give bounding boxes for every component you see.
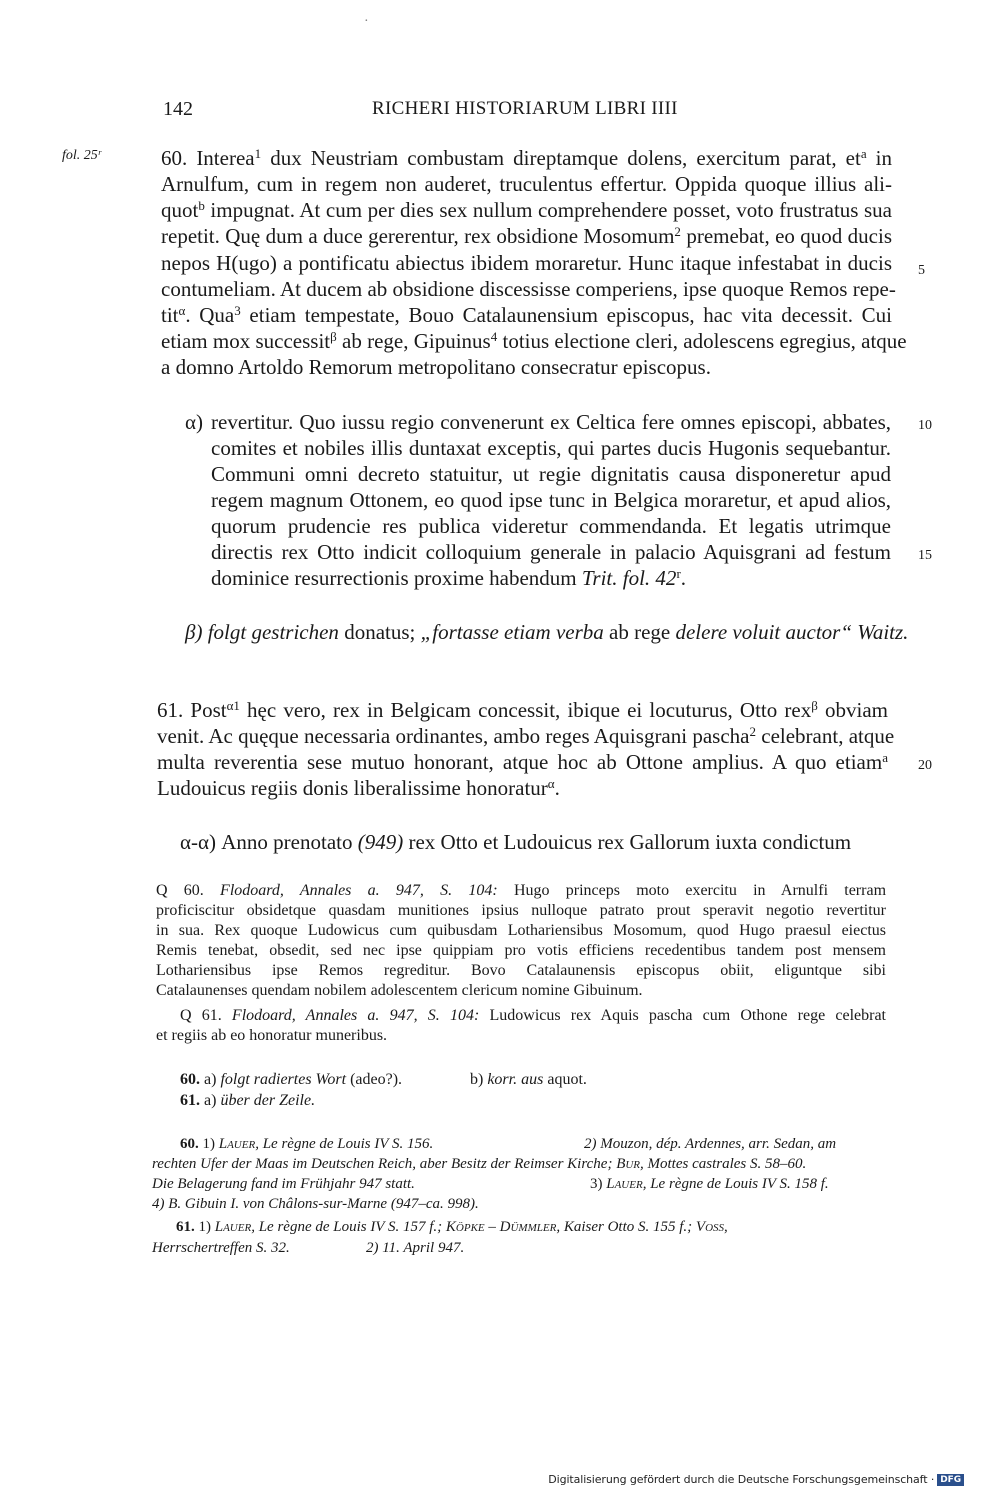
apparatus-line: 61. a) über der Zeile. [180, 1092, 316, 1109]
page-number: 142 [163, 98, 193, 120]
running-title: RICHERI HISTORIARUM LIBRI IIII [372, 98, 678, 119]
variant-alpha-alpha: α-α) Anno prenotato (949) rex Otto et Ludouicus rex Gallorum iuxta condictum [180, 830, 852, 854]
scan-mark: · [364, 14, 369, 29]
note-line: Die Belagerung fand im Frühjahr 947 statt. [152, 1176, 415, 1192]
source-line: Q 61. Flodoard, Annales a. 947, S. 104: Ludowicus rex Aquis pascha cum Othone rege celebrat [180, 1007, 887, 1024]
footer-text: Digitalisierung gefördert durch die Deutsche Forschungsgemeinschaft · [548, 1473, 935, 1486]
note-line: 2) 11. April 947. [366, 1240, 465, 1256]
text-line: 61. Post$^{\alpha 1}$ hęc vero, rex in Belgicam concessit, ibique ei locuturus, Otto rex$^\beta$ obviam [157, 697, 888, 722]
text-line: venit. Ac quęque necessaria ordinantes, ambo reges Aquisgrani pascha$^2$ celebrant, atque [157, 723, 895, 748]
text-line: repetit. Quę dum a duce gererentur, rex obsidione Mosomum$^2$ premebat, eo quod ducis [161, 223, 892, 248]
folio-margin-note: fol. 25ʳ [62, 148, 101, 163]
note-line: rechten Ufer der Maas im Deutschen Reich, aber Besitz der Reimser Kirche; Bur, Mottes castrales S. 58–60. [152, 1156, 807, 1172]
text-line: nepos H(ugo) a pontificatu abiectus ibidem moraretur. Hunc itaque infestabat in ducis [161, 251, 892, 275]
dfg-logo: DFG [937, 1474, 964, 1486]
line-number: 5 [918, 263, 925, 278]
text-line: quot$^b$ impugnat. At cum per dies sex nullum comprehendere posset, voto frustratus sua [161, 197, 892, 222]
text-line: etiam mox successit$^\beta$ ab rege, Gipuinus$^4$ totius electione cleri, adolescens egregius, atque [161, 328, 907, 353]
line-number: 10 [918, 418, 932, 433]
note-line: 2) Mouzon, dép. Ardennes, arr. Sedan, am [584, 1136, 837, 1152]
text-line: a domno Artoldo Remorum metropolitano consecratur episcopus. [161, 355, 711, 379]
text-line: tit$^\alpha$. Qua$^3$ etiam tempestate, Bouo Catalaunensium episcopus, hac vita decessit. Cui [161, 302, 892, 327]
text-line: directis rex Otto indicit colloquium generale in palacio Aquisgrani ad festum [211, 540, 891, 564]
note-line: 61. 1) Lauer, Le règne de Louis IV S. 157 f.; Köpke – Dümmler, Kaiser Otto S. 155 f.; Voss, [176, 1219, 728, 1235]
variant-label: α) [185, 410, 203, 434]
digitization-footer [548, 1473, 964, 1486]
text-line: Ludouicus regiis donis liberalissime honoratur$^\alpha$. [157, 775, 560, 800]
text-line: quorum prudencie res publica videretur commendanda. Et legatis utrimque [211, 514, 891, 538]
note-line: 60. 1) Lauer, Le règne de Louis IV S. 156. [180, 1136, 434, 1152]
source-line: et regiis ab eo honoratur muneribus. [156, 1027, 388, 1044]
source-line: Remis tenebat, obsedit, sed nec ipse quippiam pro votis efficiens recedentibus tandem post mensem [156, 942, 886, 959]
text-line: regem magnum Ottonem, eo quod ipse tunc in Belgica moraretur, et apud alios, [211, 488, 891, 512]
text-line: Communi omni decreto statuitur, ut regie dignitatis causa disponeretur apud [211, 462, 891, 486]
line-number: 20 [918, 758, 932, 773]
apparatus-line: 60. a) folgt radiertes Wort (adeo?). [180, 1071, 403, 1088]
text-line: 60. Interea$^1$ dux Neustriam combustam direptamque dolens, exercitum parat, $et^a$ in [161, 145, 892, 170]
note-line: 4) B. Gibuin I. von Châlons-sur-Marne (947–ca. 998). [152, 1196, 479, 1212]
note-line: Herrschertreffen S. 32. [152, 1240, 290, 1256]
text-line: contumeliam. At ducem ab obsidione discessisse comperiens, ipse quoque Remos repe- [161, 277, 896, 301]
note-line: 3) Lauer, Le règne de Louis IV S. 158 f. [590, 1176, 829, 1192]
source-line: Catalaunenses quendam nobilem adolescentem clericum nomine Gibuinum. [156, 982, 643, 999]
text-line: multa reverentia sese mutuo honorant, atque hoc ab Ottone amplius. A quo etiam$^a$ [157, 749, 888, 774]
text-line: dominice resurrectionis proxime habendum Trit. fol. 42$^r$. [211, 565, 687, 590]
text-line: Arnulfum, cum in regem non auderet, truculentus effertur. Oppida quoque illius ali- [161, 172, 892, 196]
variant-beta: β) folgt gestrichen donatus; „fortasse etiam verba ab rege delere voluit auctor“ Waitz. [185, 620, 909, 644]
text-line: revertitur. Quo iussu regio convenerunt ex Celtica fere omnes episcopi, abbates, [211, 410, 891, 434]
source-line: in sua. Rex quoque Ludowicus cum quibusdam Lothariensibus Mosomum, quod Hugo praesul eiectus [156, 922, 886, 939]
text-line: comites et nobiles illis duntaxat exceptis, qui partes ducis Hugonis sequebantur. [211, 436, 891, 460]
source-line: proficiscitur obsidetque quasdam munitiones ipsius nulloque patrato prout speravit negotio revertitur [156, 902, 886, 919]
source-line: Lothariensibus ipse Remos regreditur. Bovo Catalaunensis episcopus obiit, eliguntque sibi [156, 962, 886, 979]
source-line: Q 60. Flodoard, Annales a. 947, S. 104: Hugo princeps moto exercitu in Arnulfi terram [156, 882, 887, 899]
apparatus-line: b) korr. aus aquot. [470, 1071, 587, 1088]
line-number: 15 [918, 548, 932, 563]
